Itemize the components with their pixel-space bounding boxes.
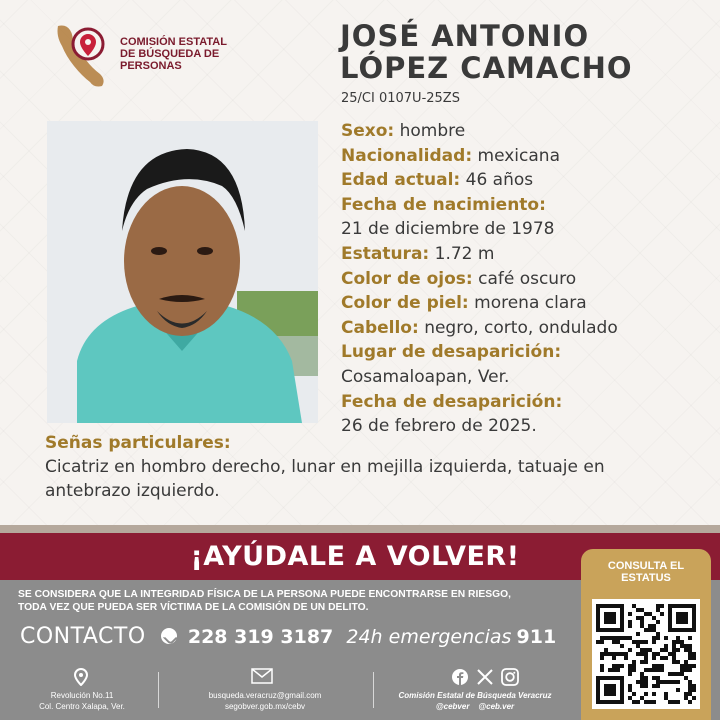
detail-fecha-desap-label: Fecha de desaparición: xyxy=(341,391,563,412)
qr-code-image xyxy=(592,599,700,709)
detail-lugar: Cosamaloapan, Ver. xyxy=(341,366,510,387)
email-link[interactable]: busqueda.veracruz@gmail.com xyxy=(208,691,322,700)
name-line-1: JOSÉ ANTONIO xyxy=(340,19,590,53)
contact-line xyxy=(20,624,556,649)
social-handle-1[interactable]: @cebver xyxy=(435,702,470,711)
social-icons xyxy=(452,668,520,686)
detail-fecha-desap: 26 de febrero de 2025. xyxy=(341,416,537,437)
detail-cabello: Cabello: negro, corto, ondulado xyxy=(341,317,618,338)
address: Revolución No.11 Col. Centro Xalapa, Ver. xyxy=(39,691,125,711)
help-title: ¡AYÚDALE A VOLVER! xyxy=(190,541,520,572)
person-name xyxy=(340,20,710,84)
mail-icon xyxy=(251,668,273,684)
x-icon xyxy=(478,670,492,684)
contact-label: CONTACTO xyxy=(20,624,146,649)
footer-divider-1 xyxy=(158,672,159,708)
qr-label: CONSULTA EL ESTATUS xyxy=(607,560,685,584)
phone-number[interactable]: 228 319 3187 xyxy=(187,626,334,648)
detail-piel: Color de piel: morena clara xyxy=(341,293,587,314)
phone-icon xyxy=(161,628,177,644)
detail-ojos: Color de ojos: café oscuro xyxy=(341,268,577,289)
case-id: 25/CI 0107U-25ZS xyxy=(341,91,460,106)
risk-warning: SE CONSIDERA QUE LA INTEGRIDAD FÍSICA DE LA PERSONA PUEDE ENCONTRARSE EN RIESGO, TODA VEZ QUE PUEDA SER VÍCTIMA DE LA COMISIÓN DE UN DELITO. xyxy=(18,589,511,613)
detail-edad: Edad actual: 46 años xyxy=(341,170,534,191)
detail-nacionalidad: Nacionalidad: mexicana xyxy=(341,145,560,166)
logo-text: COMISIÓN ESTATAL DE BÚSQUEDA DE PERSONAS xyxy=(120,36,227,72)
instagram-icon xyxy=(502,669,518,685)
facebook-icon xyxy=(452,669,468,685)
person-photo xyxy=(47,121,318,423)
senas-particulares xyxy=(45,431,685,503)
logo xyxy=(52,22,242,92)
qr-code[interactable] xyxy=(592,599,700,709)
person-details xyxy=(341,119,711,439)
detail-nacimiento: 21 de diciembre de 1978 xyxy=(341,219,555,240)
portrait-illustration xyxy=(47,121,318,423)
senas-text: Cicatriz en hombro derecho, lunar en mejilla izquierda, tatuaje en antebrazo izquierdo. xyxy=(45,457,605,501)
detail-nacimiento-label: Fecha de nacimiento: xyxy=(341,194,546,215)
senas-label: Señas particulares: xyxy=(45,433,231,453)
web-contact xyxy=(185,690,345,712)
social-handle-2[interactable]: @ceb.ver xyxy=(478,702,515,711)
name-line-2: LÓPEZ CAMACHO xyxy=(340,51,633,85)
location-pin-icon xyxy=(74,668,88,686)
detail-estatura: Estatura: 1.72 m xyxy=(341,243,495,264)
emergency-number[interactable]: 911 xyxy=(516,626,557,648)
veracruz-map-pin-icon xyxy=(52,22,112,92)
web-link[interactable]: segobver.gob.mx/cebv xyxy=(224,702,306,711)
detail-lugar-label: Lugar de desaparición: xyxy=(341,342,562,363)
emergency-label: 24h emergencias xyxy=(346,626,512,648)
social-info: Comisión Estatal de Búsqueda Veracruz @cebver @ceb.ver xyxy=(398,691,552,711)
footer-divider-2 xyxy=(373,672,374,708)
detail-sexo: Sexo: hombre xyxy=(341,121,466,141)
